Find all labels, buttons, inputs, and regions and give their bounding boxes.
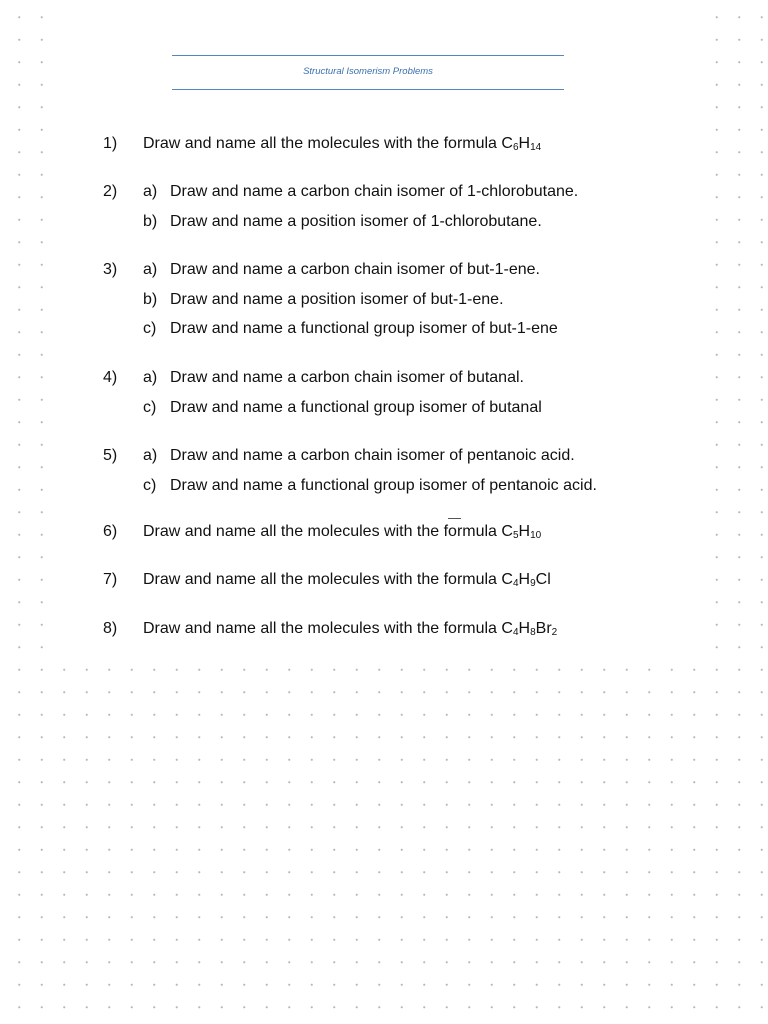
formula-subscript: 2 [551,627,558,638]
part-text: Draw and name a position isomer of but-1-ene. [170,290,504,308]
header-rule-bottom [172,89,564,90]
question-text [143,521,541,547]
question-number: 4) [103,369,118,386]
chemical-formula [501,571,550,588]
question-sentence: Draw and name all the molecules with the formula [143,135,502,152]
formula-element: H [518,571,531,588]
formula-element: C [501,620,513,637]
formula-subscript: 14 [530,142,542,153]
question-number: 6) [103,523,118,540]
question-text [143,569,551,595]
document-title: Structural Isomerism Problems [303,66,433,77]
formula-subscript: 5 [512,530,519,541]
formula-subscript: 4 [512,578,519,589]
question-text [143,133,541,159]
question-line [103,618,703,648]
question-line [103,521,703,551]
part-text: Draw and name a carbon chain isomer of but-1-ene. [170,261,540,278]
question-sentence: Draw and name all the molecules with the formula [143,620,502,637]
question-line [103,397,703,427]
part-label: a) [143,183,158,200]
question-line [103,367,703,397]
formula-subscript: 4 [512,627,519,638]
part-label: a) [143,369,158,386]
formula-element: C [501,523,513,540]
question-text [143,259,540,281]
question-line [103,133,703,163]
formula-subscript: 8 [530,627,536,638]
question-text [143,397,542,419]
part-label: a) [143,447,158,464]
question-1 [103,133,703,163]
question-number: 1) [103,135,118,152]
formula-element: Br [535,620,552,637]
question-text [143,318,558,340]
part-text: Draw and name a functional group isomer of butanal [170,398,542,416]
stray-mark [448,518,461,519]
question-line [103,475,703,505]
formula-element: H [518,523,531,540]
header-rule-top [172,55,564,56]
question-text [143,211,542,233]
formula-element: Cl [535,571,551,588]
formula-subscript: 10 [530,530,542,541]
question-line [103,211,703,241]
formula-element: H [518,620,531,637]
part-label: c) [143,398,157,416]
part-label: c) [143,320,157,337]
part-label: c) [143,476,157,494]
question-5 [103,445,703,504]
chemical-formula [501,523,541,540]
part-text: Draw and name a functional group isomer of but-1-ene [170,320,558,337]
part-label: b) [143,212,158,230]
question-8 [103,618,703,648]
question-7 [103,569,703,599]
part-text: Draw and name a carbon chain isomer of butanal. [170,369,524,386]
question-line [103,445,703,475]
question-line [103,289,703,319]
chemical-formula [501,135,541,152]
question-3 [103,259,703,348]
question-number: 3) [103,261,118,278]
part-label: b) [143,290,158,308]
formula-element: C [501,135,513,152]
question-number: 8) [103,620,118,637]
question-line [103,318,703,348]
part-text: Draw and name a carbon chain isomer of 1-chlorobutane. [170,183,579,200]
question-number: 5) [103,447,118,464]
part-text: Draw and name a position isomer of 1-chlorobutane. [170,212,542,230]
question-sentence: Draw and name all the molecules with the formula [143,523,502,540]
part-text: Draw and name a carbon chain isomer of pentanoic acid. [170,447,575,464]
question-text [143,289,504,311]
formula-element: C [501,571,513,588]
question-text [143,475,597,497]
question-text [143,181,578,203]
question-text [143,618,557,644]
formula-element: H [518,135,531,152]
question-line [103,181,703,211]
question-text [143,367,524,389]
question-number: 2) [103,183,118,200]
question-line [103,569,703,599]
question-number: 7) [103,571,118,588]
question-6 [103,521,703,551]
part-text: Draw and name a functional group isomer of pentanoic acid. [170,476,597,494]
question-2 [103,181,703,240]
question-4 [103,367,703,426]
question-sentence: Draw and name all the molecules with the formula [143,571,502,588]
chemical-formula [501,620,557,637]
question-line [103,259,703,289]
question-text [143,445,575,467]
formula-subscript: 6 [512,142,519,153]
part-label: a) [143,261,158,278]
formula-subscript: 9 [530,578,536,589]
